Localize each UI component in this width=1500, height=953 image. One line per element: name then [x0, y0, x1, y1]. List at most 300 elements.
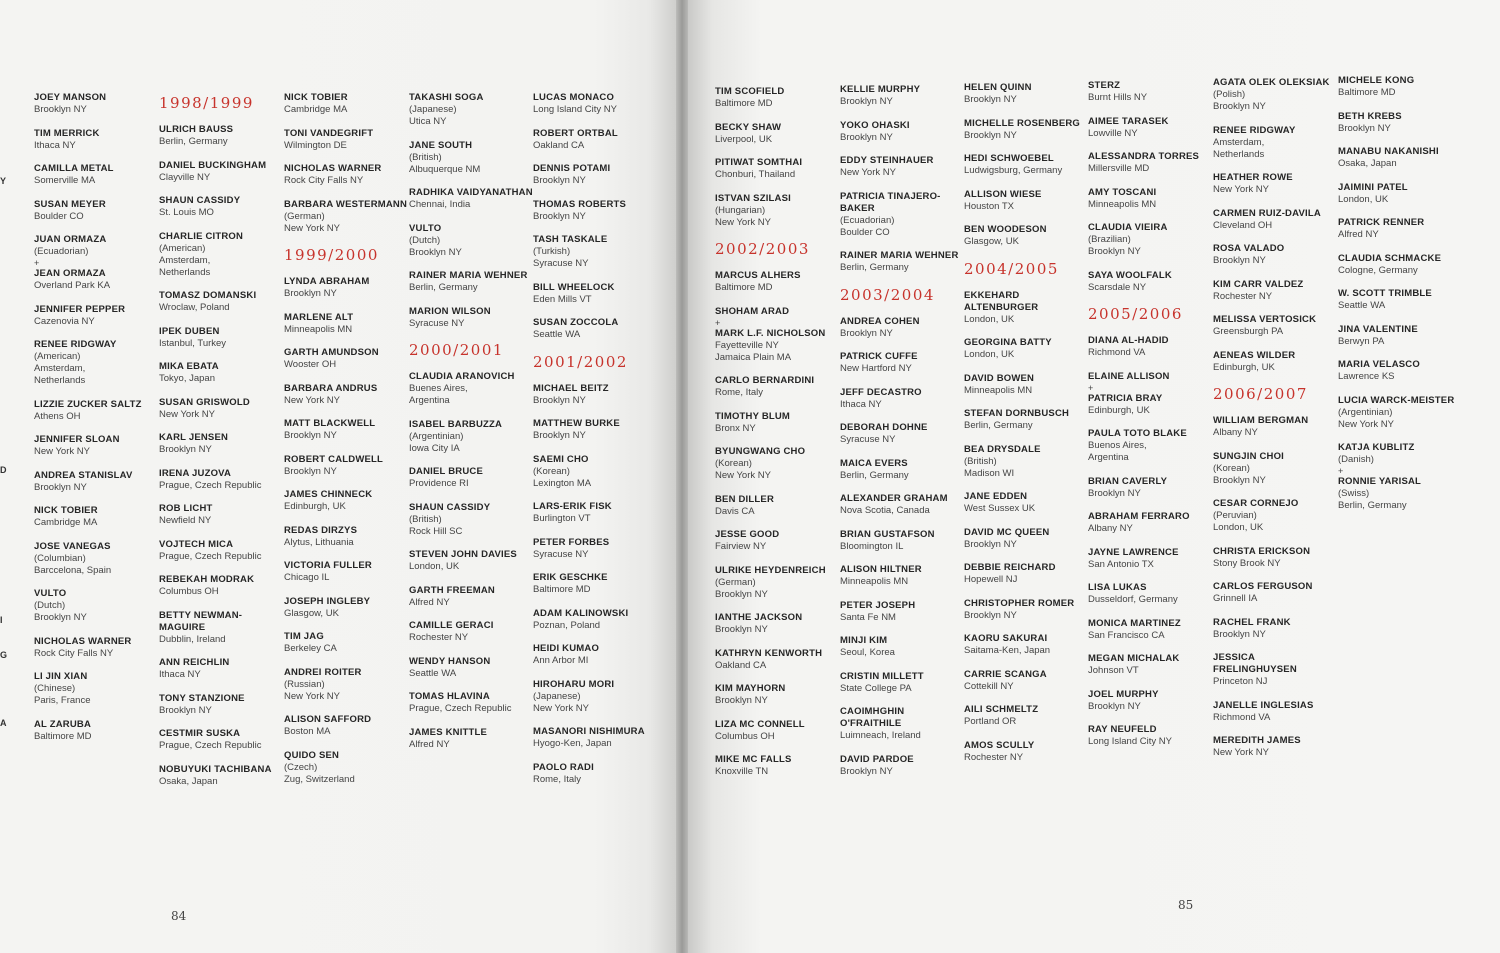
- artist-name: LYNDA ABRAHAM: [284, 276, 370, 287]
- left-column-5: [533, 92, 657, 797]
- artist-location: Columbus OH: [715, 730, 775, 742]
- artist-location: Burlington VT: [533, 513, 591, 524]
- artist-location: Princeton NJ: [1213, 676, 1268, 687]
- artist-location: London, UK: [964, 349, 1015, 360]
- artist-name: CRISTIN MILLETT: [840, 670, 924, 682]
- artist-entry: [840, 600, 964, 624]
- artist-entry: [34, 541, 158, 577]
- artist-location: San Antonio TX: [1088, 558, 1154, 570]
- artist-location: New York NY: [34, 446, 90, 457]
- artist-location: Amsterdam,: [159, 254, 211, 266]
- artist-name: HEATHER ROWE: [1213, 172, 1293, 183]
- artist-name: JAYNE LAWRENCE: [1088, 546, 1179, 558]
- artist-entry: [159, 124, 283, 148]
- artist-entry: [1088, 393, 1212, 417]
- artist-location: Clayville NY: [159, 171, 211, 183]
- edge-letter: D: [0, 465, 7, 475]
- artist-entry: [159, 231, 283, 279]
- artist-entry: [964, 153, 1088, 177]
- artist-location: (German): [284, 210, 325, 222]
- artist-location: (Polish): [1213, 89, 1246, 100]
- artist-location: Brooklyn NY: [840, 96, 893, 107]
- artist-name: NICK TOBIER: [34, 505, 98, 516]
- artist-location: (American): [159, 242, 206, 254]
- artist-location: Providence RI: [409, 478, 469, 489]
- artist-entry: [159, 195, 283, 219]
- artist-name: EKKEHARD ALTENBURGER: [964, 289, 1039, 313]
- artist-name: RAINER MARIA WEHNER: [840, 250, 959, 261]
- artist-location: Argentina: [409, 395, 450, 406]
- artist-location: Minneapolis MN: [284, 323, 353, 335]
- artist-location: (Czech): [284, 761, 318, 773]
- artist-entry: [1088, 116, 1212, 140]
- artist-location: Amsterdam,: [1213, 136, 1265, 148]
- artist-name: STEVEN JOHN DAVIES: [409, 549, 517, 560]
- artist-name: CLAUDIA VIEIRA: [1088, 222, 1168, 233]
- artist-location: Brooklyn NY: [409, 246, 462, 258]
- artist-location: (British): [964, 455, 997, 467]
- artist-entry: [1088, 151, 1212, 175]
- artist-location: Long Island City NY: [533, 104, 617, 115]
- artist-location: Cazenovia NY: [34, 315, 95, 327]
- year-heading: 2001/2002: [533, 352, 628, 371]
- artist-name: RADHIKA VAIDYANATHAN: [409, 187, 533, 198]
- artist-name: MIKE MC FALLS: [715, 754, 792, 765]
- artist-name: HEIDI KUMAO: [533, 643, 600, 654]
- artist-entry: [159, 728, 283, 752]
- artist-name: RONNIE YARISAL: [1338, 476, 1422, 487]
- artist-location: London, UK: [409, 561, 460, 572]
- artist-entry: [964, 224, 1088, 248]
- artist-entry: [533, 726, 657, 750]
- artist-name: TOMAS HLAVINA: [409, 691, 490, 702]
- artist-location: Syracuse NY: [533, 258, 589, 269]
- artist-name: CARLOS FERGUSON: [1213, 581, 1313, 592]
- artist-name: PITIWAT SOMTHAI: [715, 157, 803, 168]
- artist-location: Brooklyn NY: [1213, 474, 1266, 486]
- artist-name: CESAR CORNEJO: [1213, 498, 1299, 509]
- artist-location: Hyogo-Ken, Japan: [533, 738, 612, 749]
- year-heading: 2004/2005: [964, 259, 1059, 278]
- year-heading: 2002/2003: [715, 240, 810, 258]
- artist-location: Seattle WA: [1338, 300, 1386, 311]
- artist-location: Baltimore MD: [715, 98, 773, 109]
- artist-location: Dusseldorf, Germany: [1088, 594, 1178, 605]
- artist-location: Madison WI: [964, 467, 1015, 479]
- artist-entry: [34, 434, 158, 458]
- artist-name: TASH TASKALE: [533, 234, 608, 245]
- artist-name: JEAN ORMAZA: [34, 268, 106, 279]
- artist-name: MIKA EBATA: [159, 361, 219, 372]
- artist-entry: [715, 446, 839, 482]
- artist-entry: [715, 157, 839, 181]
- artist-location: Brooklyn NY: [1213, 628, 1266, 640]
- artist-name: STEFAN DORNBUSCH: [964, 408, 1070, 419]
- artist-location: Brooklyn NY: [964, 94, 1017, 105]
- artist-name: RAY NEUFELD: [1088, 724, 1157, 735]
- artist-location: Brooklyn NY: [533, 394, 586, 406]
- artist-name: JOSE VANEGAS: [34, 540, 111, 552]
- artist-location: Seattle WA: [533, 329, 581, 340]
- artist-location: Davis CA: [715, 505, 755, 517]
- artist-entry: [964, 337, 1088, 361]
- artist-name: TIM SCOFIELD: [715, 86, 785, 97]
- artist-entry: [409, 466, 533, 490]
- artist-entry: [1088, 476, 1212, 500]
- artist-entry: [1088, 80, 1212, 104]
- artist-name: JOEY MANSON: [34, 92, 107, 103]
- artist-entry: [1213, 125, 1337, 161]
- artist-name: IRENA JUZOVA: [159, 467, 232, 479]
- artist-name: DENNIS POTAMI: [533, 163, 611, 174]
- artist-name: SUSAN ZOCCOLA: [533, 317, 619, 328]
- artist-name: PETER FORBES: [533, 536, 610, 548]
- artist-entry: [1338, 476, 1462, 512]
- artist-location: Hopewell NJ: [964, 574, 1018, 585]
- artist-entry: [1338, 324, 1462, 348]
- artist-location: Edinburgh, UK: [1213, 361, 1275, 373]
- artist-entry: [409, 187, 533, 211]
- artist-entry: [964, 444, 1088, 480]
- artist-location: Brooklyn NY: [840, 131, 893, 143]
- artist-location: Cottekill NY: [964, 680, 1014, 692]
- artist-location: Rock Hill SC: [409, 525, 463, 537]
- artist-name: DEBBIE REICHARD: [964, 562, 1056, 573]
- artist-location: Buenos Aires,: [1088, 440, 1147, 451]
- artist-location: Brooklyn NY: [34, 104, 87, 115]
- artist-location: (Japanese): [409, 104, 457, 115]
- artist-location: Prague, Czech Republic: [159, 740, 262, 751]
- artist-location: Baltimore MD: [34, 730, 92, 742]
- right-column-4: [1088, 80, 1212, 760]
- artist-location: Seoul, Korea: [840, 647, 895, 658]
- artist-entry: [159, 160, 283, 184]
- year-heading: 2000/2001: [409, 341, 504, 359]
- right-page: [688, 0, 1500, 953]
- artist-entry: [964, 598, 1088, 622]
- artist-name: HELEN QUINN: [964, 82, 1032, 93]
- artist-entry: [1088, 547, 1212, 571]
- artist-entry: [409, 92, 533, 128]
- artist-entry: [964, 633, 1088, 657]
- artist-entry: [284, 454, 408, 478]
- artist-name: BILL WHEELOCK: [533, 281, 615, 293]
- artist-entry: [1338, 111, 1462, 135]
- artist-entry: [34, 505, 158, 529]
- artist-location: Luimneach, Ireland: [840, 730, 921, 741]
- artist-entry: [284, 489, 408, 513]
- artist-location: San Francisco CA: [1088, 629, 1165, 641]
- year-heading: 2006/2007: [1213, 385, 1308, 403]
- artist-name: JUAN ORMAZA: [34, 234, 107, 245]
- artist-name: BETTY NEWMAN-MAGUIRE: [159, 609, 243, 633]
- artist-name: MATTHEW BURKE: [533, 418, 620, 429]
- artist-location: Istanbul, Turkey: [159, 337, 227, 349]
- artist-location: (British): [409, 513, 442, 525]
- artist-name: JAIMINI PATEL: [1338, 181, 1408, 193]
- artist-name: DIANA AL-HADID: [1088, 335, 1169, 346]
- artist-entry: [840, 120, 964, 144]
- artist-location: Brooklyn NY: [533, 430, 586, 441]
- artist-location: Lexington MA: [533, 477, 592, 489]
- artist-entry: [964, 491, 1088, 515]
- artist-entry: [409, 306, 533, 330]
- artist-location: Prague, Czech Republic: [159, 550, 262, 562]
- artist-name: ROB LICHT: [159, 503, 213, 514]
- artist-location: Edinburgh, UK: [1088, 404, 1150, 416]
- artist-location: Stony Brook NY: [1213, 557, 1281, 569]
- artist-name: KATJA KUBLITZ: [1338, 442, 1415, 453]
- artist-location: Berlin, Germany: [840, 262, 909, 273]
- artist-name: TOMASZ DOMANSKI: [159, 290, 257, 301]
- artist-location: Glasgow, UK: [284, 607, 339, 619]
- artist-entry: [34, 588, 158, 624]
- artist-entry: [964, 740, 1088, 764]
- artist-name: RENEE RIDGWAY: [1213, 124, 1296, 136]
- artist-location: Rochester NY: [1213, 290, 1273, 302]
- artist-name: LARS-ERIK FISK: [533, 501, 612, 512]
- plus-sign: +: [715, 317, 721, 328]
- artist-entry: [284, 596, 408, 620]
- artist-name: SHAUN CASSIDY: [409, 501, 491, 513]
- artist-name: NOBUYUKI TACHIBANA: [159, 763, 272, 775]
- artist-name: MATT BLACKWELL: [284, 418, 376, 429]
- artist-name: MASANORI NISHIMURA: [533, 726, 645, 737]
- artist-name: VULTO: [409, 222, 442, 234]
- artist-location: (Chinese): [34, 683, 76, 694]
- artist-location: (Ecuadorian): [34, 246, 89, 257]
- artist-entry: [1213, 498, 1337, 534]
- artist-name: HEDI SCHWOEBEL: [964, 153, 1054, 164]
- artist-entry: [715, 494, 839, 518]
- artist-location: Knoxville TN: [715, 766, 769, 777]
- artist-location: Barccelona, Spain: [34, 564, 112, 576]
- edge-letter: G: [0, 650, 8, 660]
- artist-location: Brooklyn NY: [1088, 700, 1141, 712]
- artist-name: ALESSANDRA TORRES: [1088, 151, 1200, 162]
- artist-name: CAOIMHGHIN O'FRAITHILE: [840, 706, 905, 729]
- artist-location: Boulder CO: [840, 226, 890, 238]
- right-column-6: [1338, 75, 1462, 524]
- artist-location: Seattle WA: [409, 667, 457, 679]
- artist-name: NICHOLAS WARNER: [284, 163, 382, 174]
- artist-entry: [409, 419, 533, 455]
- artist-entry: [284, 418, 408, 442]
- artist-name: GARTH FREEMAN: [409, 584, 495, 596]
- artist-location: Ann Arbor MI: [533, 655, 589, 666]
- artist-name: JOEL MURPHY: [1088, 688, 1159, 700]
- artist-name: SUSAN GRISWOLD: [159, 396, 250, 408]
- artist-name: ALISON SAFFORD: [284, 714, 372, 725]
- left-column-3: [284, 92, 408, 797]
- artist-entry: [284, 560, 408, 584]
- artist-entry: [284, 163, 408, 187]
- artist-name: ANDREA COHEN: [840, 315, 920, 327]
- artist-location: Wilmington DE: [284, 139, 347, 151]
- artist-location: Rochester NY: [409, 632, 469, 643]
- artist-name: DEBORAH DOHNE: [840, 422, 928, 433]
- artist-name: ANDREI ROITER: [284, 666, 362, 678]
- artist-name: PATRICK CUFFE: [840, 351, 918, 362]
- artist-location: New York NY: [284, 394, 340, 406]
- artist-entry: [1213, 451, 1337, 487]
- artist-location: Osaka, Japan: [159, 775, 218, 787]
- artist-location: Brooklyn NY: [840, 327, 893, 339]
- artist-entry: [533, 762, 657, 786]
- artist-entry: [1213, 415, 1337, 439]
- artist-name: JESSE GOOD: [715, 529, 780, 540]
- artist-name: DAVID BOWEN: [964, 372, 1035, 384]
- artist-entry: [159, 290, 283, 314]
- artist-name: RACHEL FRANK: [1213, 616, 1291, 628]
- artist-location: New York NY: [159, 408, 215, 420]
- artist-location: Berlin, Germany: [1338, 500, 1407, 511]
- artist-entry: [715, 612, 839, 636]
- artist-entry: [284, 347, 408, 371]
- artist-name: CESTMIR SUSKA: [159, 728, 241, 739]
- artist-location: Chonburi, Thailand: [715, 169, 796, 180]
- artist-name: LIZZIE ZUCKER SALTZ: [34, 398, 142, 410]
- artist-entry: [715, 270, 839, 294]
- artist-entry: [840, 351, 964, 375]
- artist-entry: [34, 128, 158, 152]
- artist-entry: [533, 501, 657, 525]
- artist-name: ALISON HILTNER: [840, 564, 922, 575]
- artist-location: Berlin, Germany: [840, 469, 909, 481]
- artist-name: JENNIFER PEPPER: [34, 303, 126, 315]
- artist-entry: [840, 155, 964, 179]
- artist-location: Baltimore MD: [533, 584, 591, 595]
- artist-name: ROBERT CALDWELL: [284, 453, 384, 465]
- artist-location: Netherlands: [1213, 148, 1265, 160]
- page-number: 84: [171, 909, 187, 923]
- artist-entry: [34, 92, 158, 116]
- plus-sign: +: [1338, 466, 1344, 476]
- artist-entry: [1213, 314, 1337, 338]
- artist-location: (American): [34, 351, 81, 362]
- artist-location: (Columbian): [34, 552, 86, 564]
- artist-entry: [34, 719, 158, 743]
- artist-entry: [964, 669, 1088, 693]
- artist-entry: [1213, 617, 1337, 641]
- artist-location: Boston MA: [284, 726, 331, 737]
- artist-location: Liverpool, UK: [715, 133, 773, 145]
- artist-entry: [409, 270, 533, 294]
- artist-location: Brooklyn NY: [159, 704, 212, 716]
- artist-location: Santa Fe NM: [840, 611, 896, 623]
- artist-name: SAYA WOOLFALK: [1088, 269, 1172, 281]
- artist-entry: [1213, 581, 1337, 605]
- artist-name: W. SCOTT TRIMBLE: [1338, 288, 1432, 299]
- artist-name: ALEXANDER GRAHAM: [840, 493, 948, 504]
- artist-location: Somerville MA: [34, 175, 96, 186]
- artist-name: LUCIA WARCK-MEISTER: [1338, 394, 1455, 406]
- artist-name: MEGAN MICHALAK: [1088, 653, 1180, 664]
- artist-entry: [284, 383, 408, 407]
- artist-name: VICTORIA FULLER: [284, 560, 372, 571]
- artist-name: JANE SOUTH: [409, 139, 473, 151]
- artist-location: Bloomington IL: [840, 540, 904, 552]
- artist-name: CLAUDIA ARANOVICH: [409, 371, 515, 382]
- artist-entry: [284, 714, 408, 738]
- artist-entry: [533, 418, 657, 442]
- artist-location: Alfred NY: [409, 596, 450, 608]
- artist-name: MAICA EVERS: [840, 457, 908, 469]
- artist-entry: [715, 411, 839, 435]
- artist-name: LI JIN XIAN: [34, 671, 88, 682]
- artist-entry: [533, 679, 657, 715]
- artist-location: Baltimore MD: [715, 282, 773, 293]
- artist-location: (Japanese): [533, 690, 581, 702]
- artist-entry: [409, 656, 533, 680]
- artist-entry: [715, 122, 839, 146]
- artist-name: BEN WOODESON: [964, 224, 1047, 235]
- artist-name: RENEE RIDGWAY: [34, 339, 117, 350]
- artist-location: Chennai, India: [409, 199, 471, 210]
- artist-location: Jamaica Plain MA: [715, 351, 792, 363]
- artist-location: Brooklyn NY: [34, 612, 87, 623]
- artist-location: Edinburgh, UK: [284, 501, 346, 512]
- artist-entry: [34, 199, 158, 223]
- artist-location: Millersville MD: [1088, 163, 1150, 174]
- artist-location: Paris, France: [34, 695, 91, 706]
- artist-name: MONICA MARTINEZ: [1088, 617, 1181, 629]
- artist-name: ULRIKE HEYDENREICH: [715, 564, 826, 576]
- artist-name: KIM MAYHORN: [715, 683, 786, 694]
- artist-location: St. Louis MO: [159, 207, 214, 218]
- artist-location: (Korean): [1213, 462, 1250, 474]
- artist-name: MARK L.F. NICHOLSON: [715, 327, 826, 339]
- artist-location: Johnson VT: [1088, 665, 1139, 676]
- artist-entry: [533, 608, 657, 632]
- artist-name: BRIAN GUSTAFSON: [840, 528, 935, 540]
- artist-name: JAMES KNITTLE: [409, 726, 488, 738]
- artist-name: AMY TOSCANI: [1088, 186, 1157, 198]
- artist-name: PATRICIA TINAJERO-BAKER: [840, 190, 941, 214]
- artist-location: Buenes Aires,: [409, 383, 468, 394]
- artist-location: Alytus, Lithuania: [284, 536, 354, 548]
- artist-location: Brooklyn NY: [284, 465, 337, 477]
- artist-name: SUSAN MEYER: [34, 198, 106, 210]
- artist-entry: [159, 539, 283, 563]
- artist-location: Alfred NY: [409, 738, 450, 750]
- artist-location: Brooklyn NY: [715, 695, 768, 706]
- artist-entry: [533, 128, 657, 152]
- artist-location: Iowa City IA: [409, 442, 460, 454]
- artist-location: Oakland CA: [715, 659, 767, 671]
- artist-name: JINA VALENTINE: [1338, 323, 1418, 335]
- artist-location: Chicago IL: [284, 572, 330, 583]
- artist-entry: [159, 574, 283, 598]
- artist-entry: [159, 503, 283, 527]
- artist-entry: [533, 282, 657, 306]
- artist-name: BRIAN CAVERLY: [1088, 475, 1168, 487]
- artist-entry: [34, 399, 158, 423]
- artist-entry: [1088, 270, 1212, 294]
- artist-entry: [284, 128, 408, 152]
- artist-location: Minneapolis MN: [1088, 198, 1157, 210]
- artist-name: CHRISTA ERICKSON: [1213, 545, 1311, 557]
- artist-location: New York NY: [715, 470, 771, 481]
- artist-name: GARTH AMUNDSON: [284, 347, 379, 358]
- artist-name: DAVID MC QUEEN: [964, 526, 1050, 538]
- artist-entry: [34, 304, 158, 328]
- artist-name: AIMEE TARASEK: [1088, 115, 1169, 127]
- artist-entry: [1338, 288, 1462, 312]
- artist-entry: [34, 636, 158, 660]
- artist-location: Amsterdam,: [34, 363, 86, 374]
- artist-location: Dubblin, Ireland: [159, 633, 226, 645]
